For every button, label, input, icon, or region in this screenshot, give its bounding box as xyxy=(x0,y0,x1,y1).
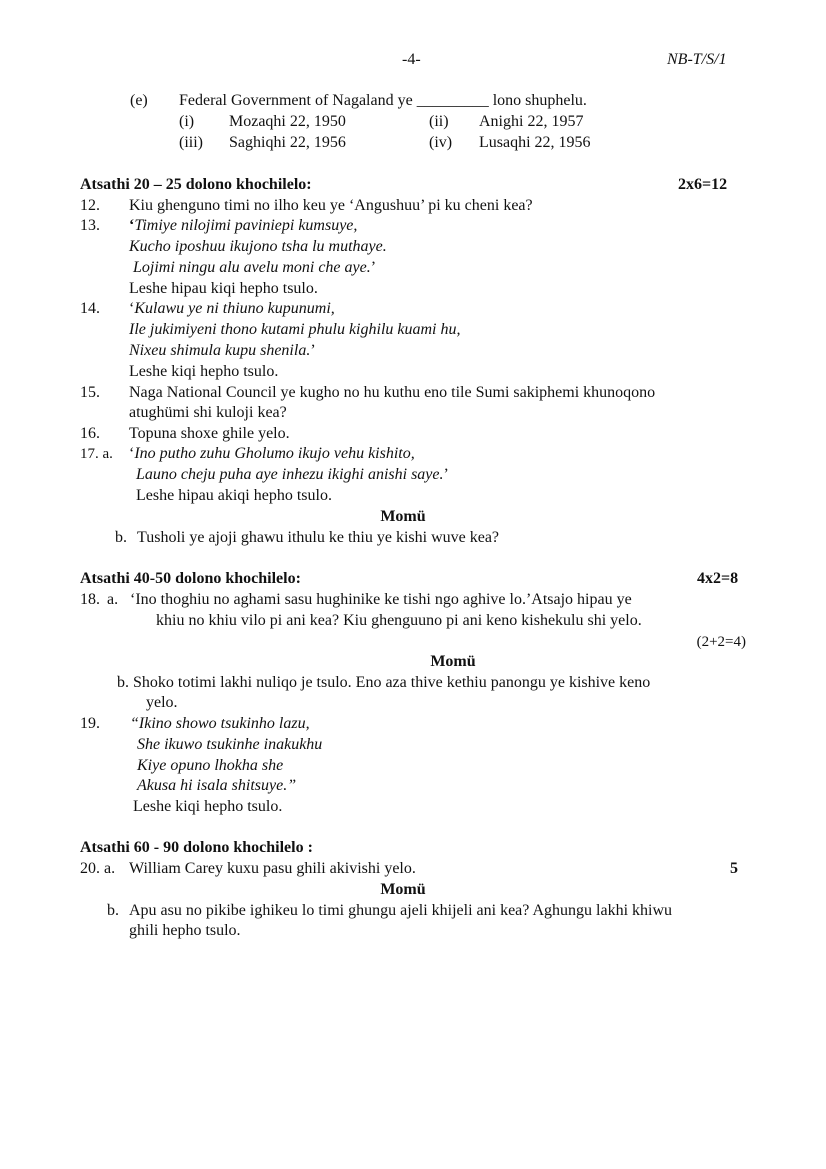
option-number: (i) xyxy=(179,113,195,130)
section-marks: 2x6=12 xyxy=(678,176,728,193)
poem-line: Lojimi ningu alu avelu moni che aye.’ xyxy=(133,259,377,276)
question-text: Apu asu no pikibe ighikeu lo timi ghungu ajeli khijeli ani kea? Aghungu lakhi khiwu xyxy=(129,902,673,919)
sub-question-label: b. xyxy=(115,529,127,546)
closing-quote: ’ xyxy=(310,342,316,359)
closing-quote: ’ xyxy=(370,259,377,276)
poem-line: Ile jukimiyeni thono kutami phulu kighilu kuami hu, xyxy=(129,321,461,338)
or-separator: Momü xyxy=(380,881,426,898)
question-number: 13. xyxy=(80,217,100,234)
poem-line: Nixeu shimula kupu shenila.’ xyxy=(129,342,316,359)
question-text: Naga National Council ye kugho no hu kuthu eno tile Sumi sakiphemi khunoqono xyxy=(129,384,656,401)
question-marks: 5 xyxy=(730,860,738,877)
section-heading: Atsathi 60 - 90 dolono khochilelo : xyxy=(80,839,313,856)
question-text: b. Shoko totimi lakhi nuliqo je tsulo. Eno aza thive kethiu panongu ye kishive keno xyxy=(117,674,651,691)
or-separator: Momü xyxy=(380,508,426,525)
question-number: 15. xyxy=(80,384,100,401)
or-separator: Momü xyxy=(430,653,476,670)
question-number: 14. xyxy=(80,300,100,317)
opening-quote: ‘ xyxy=(129,217,135,234)
question-text: William Carey kuxu pasu ghili akivishi yelo. xyxy=(129,860,416,877)
poem-line: “Ikino showo tsukinho lazu, xyxy=(130,715,310,732)
question-number: 17. a. xyxy=(80,446,113,462)
poem-line: Kucho iposhuu ikujono tsha lu muthaye. xyxy=(129,238,387,255)
opening-quote: ‘ xyxy=(129,300,135,317)
question-prompt: Leshe kiqi hepho tsulo. xyxy=(133,798,283,815)
question-number: 18. xyxy=(80,591,100,608)
option-number: (iv) xyxy=(429,134,453,151)
question-prompt: Leshe hipau kiqi hepho tsulo. xyxy=(129,280,318,297)
question-number: 12. xyxy=(80,197,100,214)
opening-quote: ‘ xyxy=(129,445,135,462)
question-text: ‘Ino thoghiu no aghami sasu hughinike ke tishi ngo aghive lo.’Atsajo hipau ye xyxy=(130,591,632,608)
option-text: Saghiqhi 22, 1956 xyxy=(229,134,346,151)
q11e-text: Federal Government of Nagaland ye _________ lono shuphelu. xyxy=(179,92,587,109)
poem-line: ‘Timiye nilojimi paviniepi kumsuye, xyxy=(129,217,358,234)
question-text: atughümi shi kuloji kea? xyxy=(129,404,287,421)
question-text: yelo. xyxy=(146,694,178,711)
poem-line: Launo cheju puha aye inhezu ikighi anishi saye.’ xyxy=(136,466,449,483)
poem-line: ‘Ino putho zuhu Gholumo ikujo vehu kishito, xyxy=(129,445,415,462)
question-prompt: Leshe hipau akiqi hepho tsulo. xyxy=(136,487,332,504)
option-text: Anighi 22, 1957 xyxy=(479,113,584,130)
question-text: Kiu ghenguno timi no ilho keu ye ‘Angushuu’ pi ku cheni kea? xyxy=(129,197,533,214)
question-text: Tusholi ye ajoji ghawu ithulu ke thiu ye kishi wuve kea? xyxy=(137,529,500,546)
q11e-label: (e) xyxy=(130,92,148,109)
question-text: khiu no khiu vilo pi ani kea? Kiu ghenguuno pi ani keno kishekulu shi yelo. xyxy=(156,612,642,629)
marks-breakdown: (2+2=4) xyxy=(696,634,746,650)
question-text: ghili hepho tsulo. xyxy=(129,922,241,939)
poem-line: ‘Kulawu ye ni thiuno kupunumi, xyxy=(129,300,335,317)
sub-question-label: a. xyxy=(107,591,119,608)
closing-quote: ’ xyxy=(443,466,449,483)
option-text: Mozaqhi 22, 1950 xyxy=(229,113,346,130)
option-number: (ii) xyxy=(429,113,449,130)
question-number: 19. xyxy=(80,715,100,732)
question-prompt: Leshe kiqi hepho tsulo. xyxy=(129,363,279,380)
sub-question-label: b. xyxy=(107,902,119,919)
question-text: Topuna shoxe ghile yelo. xyxy=(129,425,290,442)
option-number: (iii) xyxy=(179,134,203,151)
poem-line: She ikuwo tsukinhe inakukhu xyxy=(137,736,323,753)
poem-line: Kiye opuno lhokha she xyxy=(137,757,284,774)
section-marks: 4x2=8 xyxy=(697,570,739,587)
question-number: 20. a. xyxy=(80,860,116,877)
page-number: -4- xyxy=(402,51,421,68)
section-heading: Atsathi 40-50 dolono khochilelo: xyxy=(80,570,301,587)
section-heading: Atsathi 20 – 25 dolono khochilelo: xyxy=(80,176,312,193)
poem-line: Akusa hi isala shitsuye.” xyxy=(137,777,297,794)
option-text: Lusaqhi 22, 1956 xyxy=(479,134,591,151)
paper-code: NB-T/S/1 xyxy=(667,51,727,68)
question-number: 16. xyxy=(80,425,100,442)
